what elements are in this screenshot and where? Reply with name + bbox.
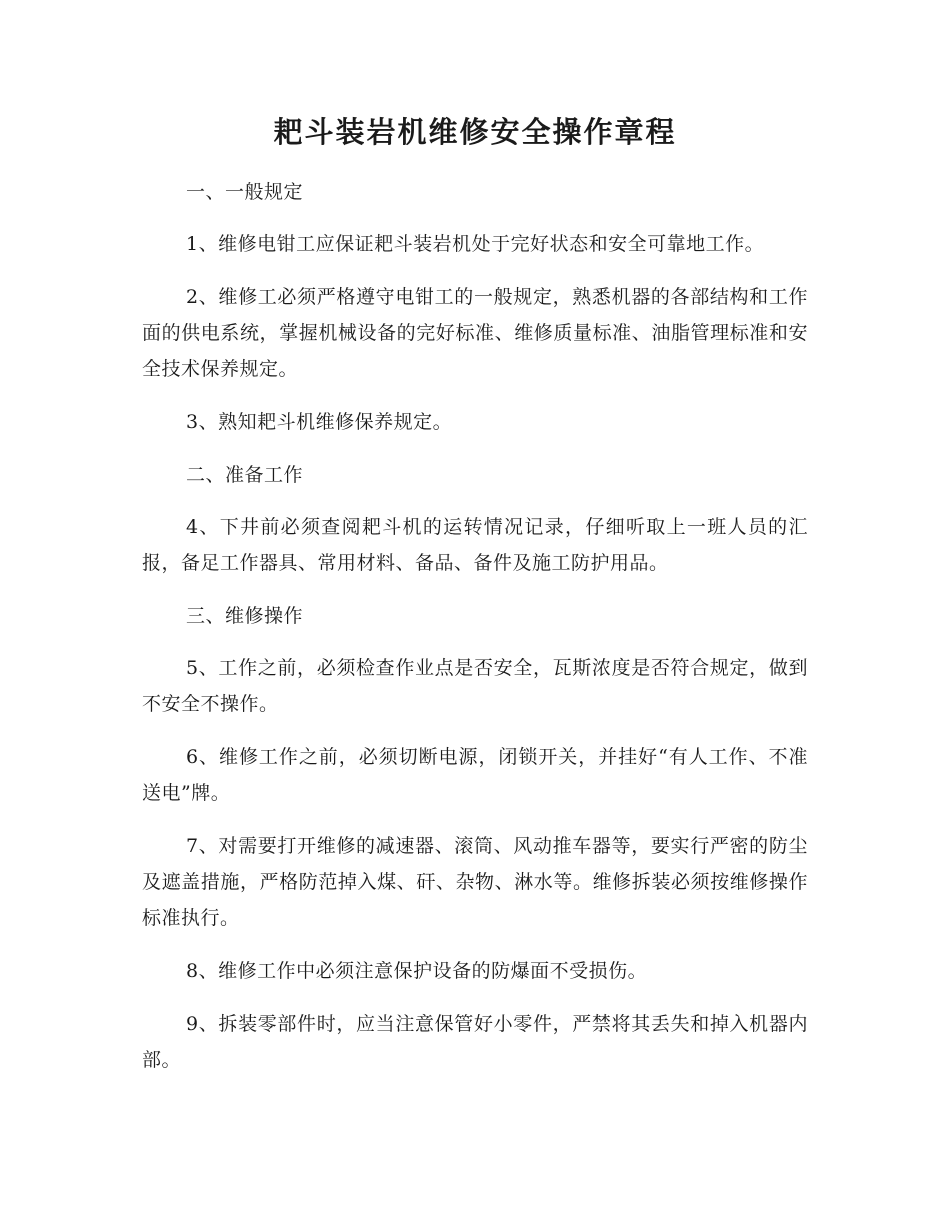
paragraph-item-8: 8、维修工作中必须注意保护设备的防爆面不受损伤。	[186, 960, 648, 982]
document-page	[142, 112, 808, 1095]
paragraph-item-3: 3、熟知耙斗机维修保养规定。	[186, 411, 453, 433]
paragraph-item-1: 1、维修电钳工应保证耙斗装岩机处于完好状态和安全可靠地工作。	[186, 233, 765, 255]
paragraph-item-7: 7、对需要打开维修的减速器、滚筒、风动推车器等，要实行严密的防尘及遮盖措施，严格防范掉入煤、矸、杂物、淋水等。维修拆装必须按维修操作标准执行。	[142, 835, 808, 929]
paragraph-item-4: 4、下井前必须查阅耙斗机的运转情况记录，仔细听取上一班人员的汇报，备足工作器具、常用材料、备品、备件及施工防护用品。	[142, 516, 808, 574]
section-heading-maintenance: 三、维修操作	[186, 605, 304, 627]
paragraph-item-6: 6、维修工作之前，必须切断电源，闭锁开关，并挂好“有人工作、不准送电”牌。	[142, 746, 808, 804]
paragraph-item-9: 9、拆装零部件时，应当注意保管好小零件，严禁将其丢失和掉入机器内部。	[142, 1013, 808, 1071]
section-heading-preparation: 二、准备工作	[186, 464, 304, 486]
section-heading-general: 一、一般规定	[186, 181, 304, 203]
document-title: 耙斗装岩机维修安全操作章程	[273, 115, 677, 149]
paragraph-item-5: 5、工作之前，必须检查作业点是否安全，瓦斯浓度是否符合规定，做到不安全不操作。	[142, 657, 808, 715]
paragraph-item-2: 2、维修工必须严格遵守电钳工的一般规定，熟悉机器的各部结构和工作面的供电系统，掌握机械设备的完好标准、维修质量标准、油脂管理标准和安全技术保养规定。	[142, 286, 808, 380]
